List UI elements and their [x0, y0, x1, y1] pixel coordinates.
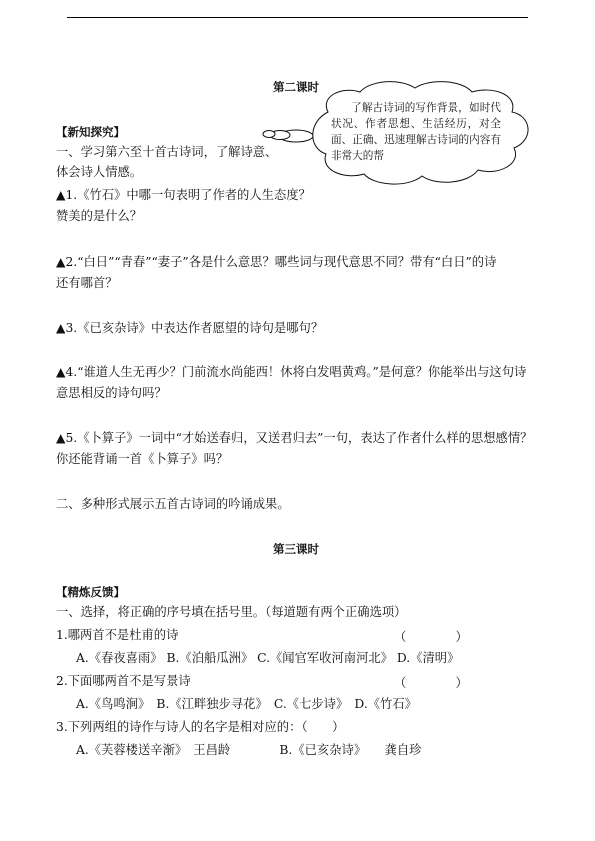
- question-2-line-1: ▲2.“白日”“青春”“妻子”各是什么意思？哪些词与现代意思不同？带有“白日”的诗: [56, 255, 497, 269]
- choice-2-options: A.《鸟鸣涧》 B.《江畔独步寻花》 C.《七步诗》 D.《竹石》: [76, 697, 417, 711]
- choice-2-stem: 2.下面哪两首不是写景诗: [56, 674, 191, 688]
- choice-1-answer-blank[interactable]: （ ）: [394, 630, 468, 644]
- question-4-line-2: 意思相反的诗句吗？: [56, 386, 167, 400]
- choice-3-options: A.《芙蓉楼送辛渐》 王昌龄 B.《已亥杂诗》 龚自珍: [76, 743, 422, 757]
- thought-bubble-small: [263, 131, 275, 138]
- question-2-line-2: 还有哪首？: [56, 276, 118, 290]
- lesson2-title: 第二课时: [273, 80, 319, 94]
- question-1-line-2: 赞美的是什么？: [56, 209, 143, 223]
- question-4-line-1: ▲4.“谁道人生无再少？门前流水尚能西！休将白发唱黄鸡。”是何意？你能举出与这句诗: [56, 365, 527, 379]
- question-5-line-1: ▲5.《卜算子》一词中“才始送春归，又送君归去”一句，表达了作者什么样的思想感情？: [56, 431, 533, 445]
- header-rule: [67, 17, 528, 18]
- question-1-line-1: ▲1.《竹石》中哪一句表明了作者的人生态度？: [56, 188, 311, 202]
- choice-3-stem: 3.下列两组的诗作与诗人的名字是相对应的：（ ）: [56, 720, 345, 734]
- choice-1-stem: 1.哪两首不是杜甫的诗: [56, 628, 179, 642]
- part-two: 二、多种形式展示五首古诗词的吟诵成果。: [56, 497, 290, 511]
- cloud-note: 了解古诗词的写作背景，如时代状况、作者思想、生活经历，对全面、正确、迅速理解古诗词的内容有非常大的帮: [331, 102, 501, 162]
- section-heading-explore: 【新知探究】: [56, 125, 125, 139]
- question-3: ▲3.《已亥杂诗》中表达作者愿望的诗句是哪句？: [56, 321, 324, 335]
- choice-2-answer-blank[interactable]: （ ）: [394, 676, 468, 690]
- lesson3-title: 第三课时: [273, 542, 319, 556]
- question-5-line-2: 你还能背诵一首《卜算子》吗？: [56, 452, 229, 466]
- choice-1-options: A.《春夜喜雨》 B.《泊船瓜洲》 C.《闻官军收河南河北》 D.《清明》: [76, 651, 460, 665]
- section-heading-practice: 【精炼反馈】: [56, 585, 125, 599]
- intro-line-2: 体会诗人情感。: [56, 165, 143, 179]
- intro-line-1: 一、学习第六至十首古诗词，了解诗意、: [56, 145, 278, 159]
- choice-instruction: 一、选择，将正确的序号填在括号里。（每道题有两个正确选项）: [56, 605, 407, 619]
